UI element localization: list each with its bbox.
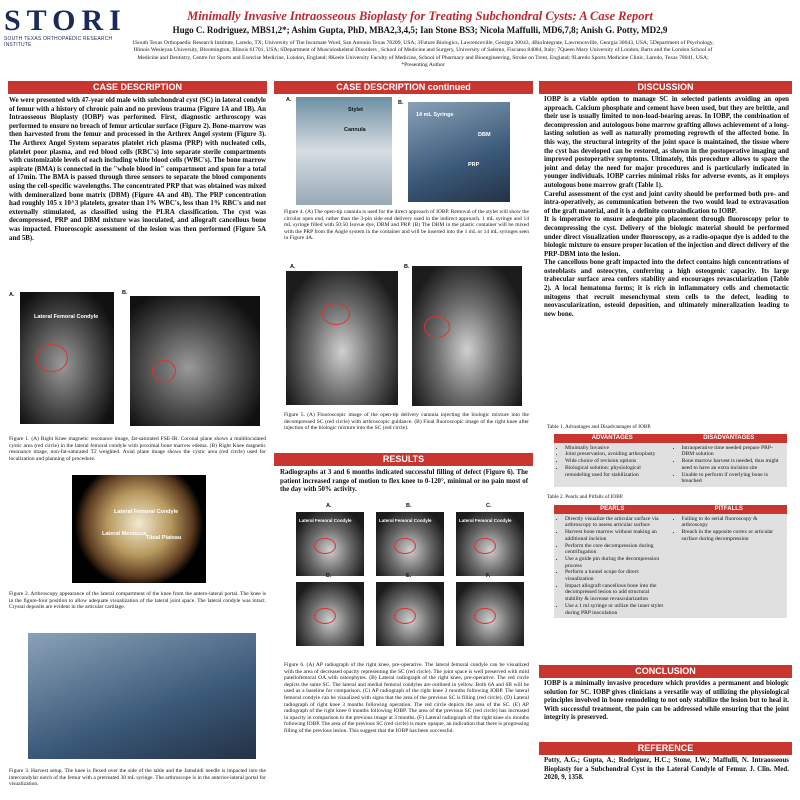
fig2-label-meniscus: Lateral Meniscus	[102, 531, 147, 537]
cyst-circle	[36, 344, 68, 372]
figure-6-radiograph	[456, 582, 524, 646]
figure-4-caption: Figure 4. (A) The open-tip cannula is used for the direct approach of IOBP. Removal of the stylet will show the circular open end, rather than the 3-pin side end delivery used in the indirect approach. 1 mL syringe and 14 mL syringe filled with 50:50 Isovue dye, DBM and PRP. (B) The DBM in the plastic container will be mixed with the PRP from the Angle system in the container and will be inserted into the 1 mL or 14 mL syringes seen in Figure 4A.	[284, 209, 529, 242]
table-1-header-disadvantages: DISADVANTAGES	[671, 434, 788, 443]
results-text: Radiographs at 3 and 6 months indicated successful filling of defect (Figure 6). The patient increased range of motion to flex knee to 0-120°, minimal or no pain most of the day with 50% activity.	[280, 469, 528, 494]
table-1	[554, 434, 787, 487]
stori-logo	[4, 4, 127, 50]
cyst-circle	[314, 608, 336, 624]
figure-5a-fluoroscopy	[286, 271, 398, 405]
figure-3-harvest-photo	[28, 633, 256, 759]
pearl-item: • Perform the core decompression during centrifugation	[565, 543, 668, 556]
fig4-label-cannula: Cannula	[344, 127, 366, 133]
case-description-heading: CASE DESCRIPTION	[8, 81, 267, 94]
figure-1b-mri	[130, 296, 260, 426]
disadvantage-item: • Bone marrow harvest is needed, thus might need to have an extra incision site	[682, 458, 785, 471]
fig5-b-tag: B.	[404, 264, 410, 270]
advantage-item: • Wide choice of revision options	[565, 458, 668, 465]
advantage-item: • Minimally Invasive	[565, 445, 668, 452]
advantage-item: • Biological solution: physiological remodeling used for stabilization	[565, 465, 668, 478]
fig4-label-syringe: 14 mL Syringe	[416, 112, 454, 118]
fig2-label-plateau: Tibial Plateau	[146, 535, 182, 541]
advantage-item: • Joint preservation, avoiding arthroplasty	[565, 451, 668, 458]
results-heading: RESULTS	[274, 453, 533, 466]
reference-text: Potty, A.G.; Gupta, A.; Rodriguez, H.C.; Stone, I.W.; Maffulli, N. Intraosseous Bioplasty for a Subchondral Cyst in the Lateral Condyle of Femur. J. Clin. Med. 2020, 9, 1358.	[544, 757, 789, 782]
fig1-b-tag: B.	[122, 290, 128, 296]
figure-6-radiograph	[456, 512, 524, 576]
disadvantages-list	[674, 445, 785, 485]
advantages-list	[557, 445, 668, 479]
figure-2-arthroscopy	[72, 475, 206, 583]
pearl-item: • Directly visualize the articular surface via arthroscopy to assess articular surface	[565, 516, 668, 529]
table-2	[554, 505, 787, 618]
fig6-panel-label: E.	[406, 573, 412, 579]
fig6-panel-label: C.	[486, 503, 492, 509]
figure-3-caption: Figure 3. Harvest setup. The knee is flexed over the side of the table and the Jamshidi needle is impacted into the intercondylar notch of the femur with a pretreated 30 mL syringe. The arthroscope is in the anterior-lateral portal for visualization.	[9, 768, 266, 788]
reference-heading: REFERENCE	[539, 742, 792, 755]
logo-subtitle: SOUTH TEXAS ORTHOPAEDIC RESEARCH INSTITUTE	[4, 36, 113, 48]
fig4-b-tag: B.	[398, 100, 404, 106]
figure-5b-fluoroscopy	[412, 266, 522, 406]
pearl-item: • Use a guide pin during the decompression process	[565, 556, 668, 569]
cyst-circle	[424, 316, 450, 338]
logo-text: STORI	[4, 4, 127, 37]
pearl-item: • Use a 1 ml syringe or utilize the inner stylet during PRP inoculation	[565, 603, 668, 616]
discussion-paragraph-4: The cancellous bone graft impacted into the defect contains high concentrations of osteoblasts and osteocytes, conferring a high osteogenic capacity. Its large trabecular surface area confers stability and encourages revascularization (Table 2). A local hematoma forms; it is rich in inflammatory cells and chemotactic mitogens that recruit mesenchymal stem cells to the defect, leading to neovascularization, osteoid deposition, and ultimately mineralization leading to new bone.	[544, 259, 789, 318]
figure-5-caption: Figure 5. (A) Fluoroscopic image of the open-tip delivery cannula injecting the biologic mixture into the decompressed SC (red circle) with arthroscopic guidance. (B) Final fluoroscopic image of the right knee after injection of the biologic mixture into the SC (red circle).	[284, 412, 529, 432]
poster-title: Minimally Invasive Intraosseous Bioplasty for Treating Subchondral Cysts: A Case Report	[187, 9, 653, 23]
table-2-caption: Table 2. Pearls and Pitfalls of IOBP.	[547, 494, 624, 500]
fig6-panel-label: B.	[406, 503, 412, 509]
pitfalls-list	[674, 516, 785, 543]
fig5-a-tag: A.	[290, 264, 296, 270]
conclusion-heading: CONCLUSION	[539, 665, 792, 678]
pitfall-item: • Breach in the opposite cortex or articular surface during decompression	[682, 529, 785, 542]
pitfall-item: • Failing to do serial fluoroscopy & arthroscopy	[682, 516, 785, 529]
table-1-header-advantages: ADVANTAGES	[554, 434, 671, 443]
disadvantage-item: • Intraoperative time needed prepare PRP-DBM solution	[682, 445, 785, 458]
fig6-condyle-label: Lateral Femoral Condyle	[459, 518, 512, 523]
figure-6-radiograph	[376, 582, 444, 646]
discussion-paragraph-2: Careful assessment of the cyst and joint cavity should be performed both pre- and intra-operatively, as communication between the two would lead to extravasation of the graft material, and it is a definite contraindication to IOBP.	[544, 190, 789, 215]
cyst-circle	[322, 303, 350, 325]
figure-6-radiograph	[296, 512, 364, 576]
figure-6-radiograph	[296, 582, 364, 646]
pearl-item: • Harvest bone marrow without making an additional incision	[565, 529, 668, 542]
fig1-condyle-label: Lateral Femoral Condyle	[34, 314, 99, 320]
cyst-circle	[474, 608, 496, 624]
figure-4b-photo	[408, 102, 510, 202]
discussion-paragraph-1: IOBP is a viable option to manage SC in selected patients avoiding an open approach. Calcium phosphate and cement have been used, but they are brittle, and their use is usually limited to non-load-bearing areas. In IOBP, the combination of decompression and autologous bone marrow grafting allows achievement of a long-lasting solution as well as naturally promoting regrowth of the affected bone. In this way, the structural integrity of the joint space is maintained, the tissue where the cyst has developed can be restored, as shown in the postoperative imaging and improved postoperative symptoms. Ultimately, this procedure allows to spare the joint and delay the need for major procedures and is particularly indicated in younger individuals. IOBP carries minimal risks for adverse events, as it employs autologous bone marrow graft (Table 1).	[544, 96, 789, 189]
fig4-label-dbm: DBM	[478, 132, 491, 138]
discussion-body	[544, 96, 789, 319]
pearl-item: • Perform a tunnel scope for direct visualization	[565, 569, 668, 582]
fig4-label-stylet: Stylet	[348, 107, 363, 113]
case-description-text: We were presented with 47-year old male with subchondral cyst (SC) in lateral condyle of femur with a history of chronic pain and no previous trauma (Figure 1A and 1B). An Intraosseous Bioplasty (IOBP) was performed. First, diagnostic arthroscopy was performed to ensure no breach of femur articular surface (Figure 2). Bone-marrow was then harvested from the femur and processed in the Arthrex Angel system (Figure 3). The Arthrex Angel System separates platelet rich plasma (PRP) with nucleated cells, platelet poor plasma, and red blood cells (RBC's) into separate sterile compartments with customizable levels of each including white blood cells (WBC's). The bone marrow aspirate (BMA) is connected in the "whole blood in" compartment and spun for a total of 17min. The BMA is passed through three sensors to separate the blood components using the cell-specific wavelengths. The concentrated PRP that was obtained was mixed with demineralized bone matrix (DBM) (Figure 4A and 4B). The PRP concentration had roughly 105 x 10^3 platelets, greater than 1% WBC's, less than 1% RBC's and not externally stimulated, as classified using the PLRA classification. The cyst was decompressed, PRP and DBM mixture was inoculated, and allograft cancellous bone was impacted. Fluoroscopic assessment of the lesion was then performed (Figure 5A and 5B).	[9, 97, 266, 242]
pearl-item: • Impact allograft cancellous bone into the decompressed lesion to add structural stability & increase revascularization	[565, 583, 668, 603]
fig6-panel-label: F.	[486, 573, 491, 579]
fig4-a-tag: A.	[286, 97, 292, 103]
discussion-heading: DISCUSSION	[539, 81, 792, 94]
figure-6-caption: Figure 6. (A) AP radiograph of the right knee, pre-operative. The lateral femoral condyle can be visualized with the area of decreased opacity representing the SC (red circle). The joint space is well preserved with mild patellofemoral OA with osteophytes. (B) Lateral radiograph of the right knee, pre-operative. The red circle depicts the same SC. The lateral and medial femoral condyles are outlined in yellow. Both 6A and 6B will be used as a baseline for comparison. (C) AP radiograph of the right knee 3 months following IOBP. The lateral femoral condyle can be visualized with signs that the area of the previous SC is filling (red circle). (D) Lateral radiograph of right knee 3 months following operation. The red circle depicts the area of the SC. (E) AP radiograph of the right knee 6 months following IOBP. The area of the previous SC (red circle) has increased in opacity in comparison to the previous image at 3 months. (F) Lateral radiograph of the right knee six months following IOBP. The area of the previous SC (red circle) is more opaque, an indication that there is progressing filling of the previous lesion. This suggest that the IOBP has been successful.	[284, 662, 529, 734]
cyst-circle	[394, 608, 416, 624]
figure-2-caption: Figure 2. Arthroscopy appearance of the lateral compartment of the knee from the antero-lateral portal. The knee is in the figure-four position to allow adequate visualization of the lateral joint space. The lateral condyle was intact. Crystal deposits are evident in the articular cartilage.	[9, 591, 266, 611]
poster-authors: Hugo C. Rodriguez, MBS1,2*; Ashim Gupta, PhD, MBA2,3,4,5; Ian Stone BS3; Nicola Maffulli, MD6,7,8; Anish G. Potty, MD2,9	[172, 25, 668, 35]
poster-affiliations: 1South Texas Orthopaedic Research Institute, Laredo, TX; University of The Incarnate Word, San Antonio Texas 78209, USA; 3Future Biologics, Lawrenceville, Georgia 30043, 4BioIntegrate, Lawrenceville, Georgia 30043, USA; 5Department of Psychology, Illinois Wesleyan University, Bloomington, Illinois 61701, USA; 6Department of Musculoskeletal Disorders , School of Medicine and Surgery, University of Salerno, Fisciano 84084, Italy; 7Queen Mary University of London, Barts and the London School of Medicine and Dentistry, Centre for Sports and Exercise Medicine, London, England; 8Keele University Faculty of Medicine, School of Pharmacy and Bioengineering, Stroke on Trent, England; 9Laredo Sports Medicine Clinic, Laredo, Texas 78041, USA; *Presenting Author	[132, 40, 714, 68]
fig4-label-prp: PRP	[468, 162, 480, 168]
fig6-condyle-label: Lateral Femoral Condyle	[379, 518, 432, 523]
fig2-label-condyle: Lateral Femoral Condyle	[114, 509, 179, 515]
fig6-panel-label: D.	[326, 573, 332, 579]
cyst-circle	[152, 360, 176, 382]
cyst-circle	[394, 538, 416, 554]
figure-6-radiograph	[376, 512, 444, 576]
case-description-continued-heading: CASE DESCRIPTION continued	[274, 81, 533, 94]
fig6-condyle-label: Lateral Femoral Condyle	[299, 518, 352, 523]
cyst-circle	[314, 538, 336, 554]
conclusion-text: IOBP is a minimally invasive procedure which provides a permanent and biologic solution for SC. IOBP gives clinicians a versatile way of utilizing the physiological principles involved in bone remodeling to not only stabilize the lesion but to heal it. With successful treatment, the pain can be addressed while ensuring that the joint integrity is preserved.	[544, 680, 789, 722]
discussion-paragraph-3: It is imperative to ensure adequate pin placement through fluoroscopy prior to decompressing the cyst. Delivery of the biologic material should be performed under direct visualization under fluoroscopy, as a radio-opaque dye is added to the biologic mixture to ensure proper location of the injection and direct delivery of the PRP-DBM into the lesion.	[544, 216, 789, 258]
cyst-circle	[474, 538, 496, 554]
figure-4a-photo	[296, 97, 392, 205]
figure-1a-mri	[20, 292, 114, 424]
table-2-header-pitfalls: PITFALLS	[671, 505, 788, 514]
fig1-a-tag: A.	[9, 292, 15, 298]
pearls-list	[557, 516, 668, 617]
table-1-caption: Table 1. Advantages and Disadvantages of IOBP.	[547, 424, 652, 430]
disadvantage-item: • Unable to perform if overlying bone is breached	[682, 472, 785, 485]
figure-1-caption: Figure 1. (A) Right Knee magnetic resonance image, fat-saturated FSE-IR. Coronal plane shows a multiloculated cystic area (red circle) in the lateral femoral condyle with proximal bone marrow edema. (B) Right Knee magnetic resonance image, non-fat-saturated T2 weighted. Axial plane image shows the cystic area (red circle) used for localization and planning of procedure.	[9, 436, 266, 462]
table-2-header-pearls: PEARLS	[554, 505, 671, 514]
fig6-panel-label: A.	[326, 503, 332, 509]
